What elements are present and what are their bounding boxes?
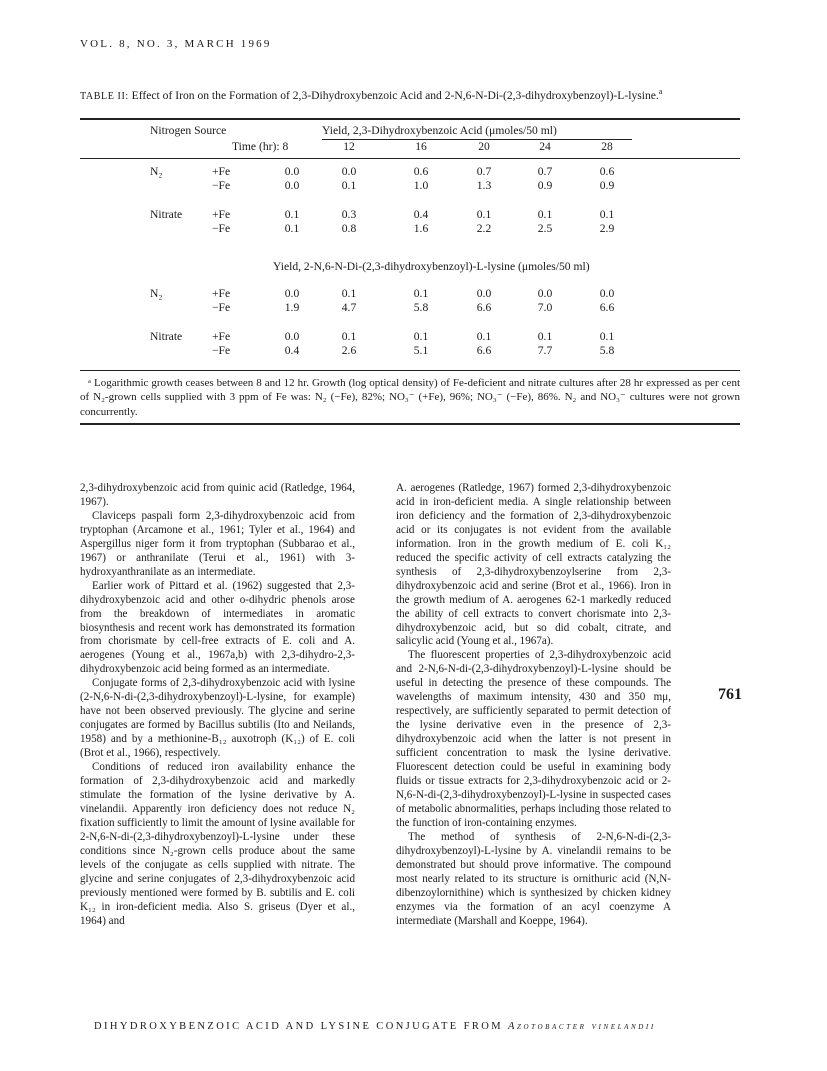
left-column (80, 482, 355, 929)
table-bottom-rule (80, 370, 740, 371)
yield-value-cell: 0.1 (413, 287, 429, 300)
table-header-rule (80, 158, 740, 159)
yield-value-cell: 0.0 (476, 287, 492, 300)
time-header: Time (hr): 8 (232, 140, 289, 153)
yield-value-cell: 0.7 (537, 165, 553, 178)
yield-value-cell: 0.7 (476, 165, 492, 178)
yield-value-cell: 0.1 (476, 330, 492, 343)
running-footer-organism: Azotobacter vinelandii (508, 1021, 656, 1032)
yield-value-cell: 0.0 (284, 330, 300, 343)
time-20: 20 (478, 140, 490, 153)
yield-value-cell: 6.6 (599, 301, 615, 314)
time-12: 12 (343, 140, 355, 153)
yield-value-cell: 0.0 (284, 287, 300, 300)
time-24: 24 (539, 140, 551, 153)
yield-value-cell: 0.1 (537, 208, 553, 221)
yield-value-cell: 7.0 (537, 301, 553, 314)
running-footer (94, 1021, 656, 1032)
iron-condition-cell: −Fe (212, 222, 231, 235)
yield-value-cell: 6.6 (476, 344, 492, 357)
table-top-rule (80, 118, 740, 120)
iron-condition-cell: +Fe (212, 287, 231, 300)
yield-value-cell: 0.1 (599, 330, 615, 343)
page-number: 761 (718, 686, 742, 703)
yield-value-cell: 0.1 (341, 179, 357, 192)
footnote-marker: a (658, 87, 663, 96)
yield-value-cell: 2.2 (476, 222, 492, 235)
yield-value-cell: 0.8 (341, 222, 357, 235)
yield-value-cell: 0.9 (537, 179, 553, 192)
footnote-bottom-rule (80, 423, 740, 425)
yield-value-cell: 5.8 (413, 301, 429, 314)
yield-value-cell: 2.6 (341, 344, 357, 357)
yield-value-cell: 7.7 (537, 344, 553, 357)
yield-value-cell: 1.3 (476, 179, 492, 192)
paragraph: The fluorescent properties of 2,3-dihydroxybenzoic acid and 2-N,6-N-di-(2,3-dihydroxybenzoyl)-L-lysine should be useful in detecting the presence of these compounds. The wavelengths of maximum intensity, 430 and 350 mμ, respectively, are sufficiently separated to permit detection of the lysine derivative even in the presence of 2,3-dihydroxybenzoic acid when the latter is not present in sufficient concentration to mask the lysine derivative. Fluorescent detection could be useful in examining body fluids or tissue extracts for 2,3-dihydroxybenzoic acid or 2-N,6-N-di-(2,3-dihydroxybenzoyl)-L-lysine in suspected cases of metabolic abnormalities, perhaps including those related to the function of iron-containing enzymes. (396, 649, 671, 829)
running-head: VOL. 8, NO. 3, MARCH 1969 (80, 38, 272, 50)
yield-value-cell: 0.1 (284, 208, 300, 221)
nitrogen-source-cell: N₂ (150, 165, 163, 178)
yield-value-cell: 5.1 (413, 344, 429, 357)
yield-value-cell: 0.0 (284, 165, 300, 178)
paragraph: Conditions of reduced iron availability enhance the formation of 2,3-dihydroxybenzoic acid and markedly stimulate the formation of the lysine derivative by A. vinelandii. Apparently iron deficiency does not reduce N₂ fixation sufficiently to limit the amount of lysine available for 2-N,6-N-di-(2,3-dihydroxybenzoyl)-L-lysine under these conditions since N₂-grown cells produce about the same levels of the conjugate as cells supplied with nitrate. The glycine and serine conjugates of 2,3-dihydroxybenzoic acid previously mentioned were formed by B. subtilis and E. coli K₁₂ in iron-deficient media. Also S. griseus (Dyer et al., 1964) and (80, 761, 355, 927)
yield-value-cell: 4.7 (341, 301, 357, 314)
yield-value-cell: 1.6 (413, 222, 429, 235)
yield-lysine-header: Yield, 2-N,6-N-Di-(2,3-dihydroxybenzoyl)-L-lysine (μmoles/50 ml) (273, 260, 590, 273)
yield-value-cell: 1.9 (284, 301, 300, 314)
iron-condition-cell: +Fe (212, 208, 231, 221)
yield-value-cell: 0.6 (413, 165, 429, 178)
running-footer-text: DIHYDROXYBENZOIC ACID AND LYSINE CONJUGATE FROM (94, 1021, 508, 1032)
yield-acid-header: Yield, 2,3-Dihydroxybenzoic Acid (μmoles/50 ml) (322, 124, 557, 137)
yield-value-cell: 5.8 (599, 344, 615, 357)
nitrogen-source-cell: N₂ (150, 287, 163, 300)
table-caption (80, 84, 740, 104)
nitrogen-source-cell: Nitrate (150, 208, 183, 221)
iron-condition-cell: +Fe (212, 165, 231, 178)
nitrogen-source-header: Nitrogen Source (150, 124, 227, 137)
yield-value-cell: 0.1 (341, 287, 357, 300)
yield-value-cell: 0.0 (284, 179, 300, 192)
paragraph: The method of synthesis of 2-N,6-N-di-(2,3-dihydroxybenzoyl)-L-lysine by A. vinelandii remains to be demonstrated but should prove informative. The compound most nearly related to its structure is ornithuric acid (N,N-dibenzoylornithine) which is synthesized by chicken kidney enzymes via the formation of an acyl coenzyme A intermediate (Marshall and Koeppe, 1964). (396, 830, 671, 927)
iron-condition-cell: −Fe (212, 179, 231, 192)
nitrogen-source-cell: Nitrate (150, 330, 183, 343)
time-28: 28 (601, 140, 613, 153)
paragraph: Claviceps paspali form 2,3-dihydroxybenzoic acid from tryptophan (Arcamone et al., 1961; Tyler et al., 1964) and Aspergillus niger form it from tryptophan (Subbarao et al., 1967) or anthranilate (Terui et al., 1961) with 3-hydroxyanthranilate as an intermediate. (80, 509, 355, 578)
yield-value-cell: 0.1 (476, 208, 492, 221)
right-column (396, 482, 671, 929)
yield-value-cell: 0.1 (413, 330, 429, 343)
yield-value-cell: 6.6 (476, 301, 492, 314)
table-title: Effect of Iron on the Formation of 2,3-Dihydroxybenzoic Acid and 2-N,6-N-Di-(2,3-dihydroxybenzoyl)-L-lysine. (128, 88, 659, 102)
yield-value-cell: 0.9 (599, 179, 615, 192)
time-16: 16 (415, 140, 427, 153)
yield-value-cell: 2.5 (537, 222, 553, 235)
iron-condition-cell: −Fe (212, 301, 231, 314)
yield-value-cell: 0.1 (341, 330, 357, 343)
yield-value-cell: 0.1 (599, 208, 615, 221)
yield-value-cell: 1.0 (413, 179, 429, 192)
paragraph: 2,3-dihydroxybenzoic acid from quinic acid (Ratledge, 1964, 1967). (80, 482, 355, 508)
iron-condition-cell: +Fe (212, 330, 231, 343)
yield-value-cell: 0.6 (599, 165, 615, 178)
yield-value-cell: 0.1 (537, 330, 553, 343)
paragraph: Conjugate forms of 2,3-dihydroxybenzoic acid with lysine (2-N,6-N-di-(2,3-dihydroxybenzoyl)-L-lysine, for example) have not been observed previously. The glycine and serine conjugates are formed by Bacillus subtilis (Ito and Neilands, 1958) and by a methionine-B₁₂ auxotroph (K₁₂) of E. coli (Brot et al., 1966), respectively. (80, 677, 355, 760)
paragraph: Earlier work of Pittard et al. (1962) suggested that 2,3-dihydroxybenzoic acid and other o-dihydric phenols arose from the breakdown of intermediates in aromatic biosynthesis and recent work has demonstrated its formation from chorismate by cell-free extracts of E. coli and A. aerogenes (Young et al., 1967a,b) with 2,3-dihydro-2,3-dihydroxybenzoic acid being formed as an intermediate. (80, 579, 355, 676)
yield-value-cell: 0.0 (341, 165, 357, 178)
yield-value-cell: 0.0 (537, 287, 553, 300)
table-label: TABLE II: (80, 90, 129, 102)
yield-value-cell: 0.0 (599, 287, 615, 300)
yield-value-cell: 0.3 (341, 208, 357, 221)
yield-value-cell: 0.1 (284, 222, 300, 235)
table-footnote: ᵃ Logarithmic growth ceases between 8 and 12 hr. Growth (log optical density) of Fe-deficient and nitrate cultures after 28 hr expressed as per cent of N₂-grown cells supplied with 3 ppm of Fe was: N₂ (−Fe), 82%; NO₃⁻ (+Fe), 96%; NO₃⁻ (−Fe), 86%. N₂ and NO₃⁻ cultures were not grown concurrently. (80, 377, 740, 418)
iron-condition-cell: −Fe (212, 344, 231, 357)
paragraph: A. aerogenes (Ratledge, 1967) formed 2,3-dihydroxybenzoic acid in iron-deficient media. A single relationship between iron deficiency and the formation of 2,3-dihydroxybenzoic acid or its conjugates is not evident from the available information. Iron in the growth medium of E. coli K₁₂ reduced the specific activity of cell extracts catalyzing the synthesis of 2,3-dihydroxybenzoylserine from 2,3-dihydroxybenzoic acid and serine (Brot et al., 1966). Iron in the growth medium of A. aerogenes 62-1 markedly reduced the ability of cell extracts to convert chorismate into 2,3-dihydroxybenzoic acid, but so did cobalt, citrate, and salicylic acid (Young et al., 1967a). (396, 482, 671, 648)
yield-value-cell: 0.4 (284, 344, 300, 357)
yield-value-cell: 2.9 (599, 222, 615, 235)
yield-value-cell: 0.4 (413, 208, 429, 221)
